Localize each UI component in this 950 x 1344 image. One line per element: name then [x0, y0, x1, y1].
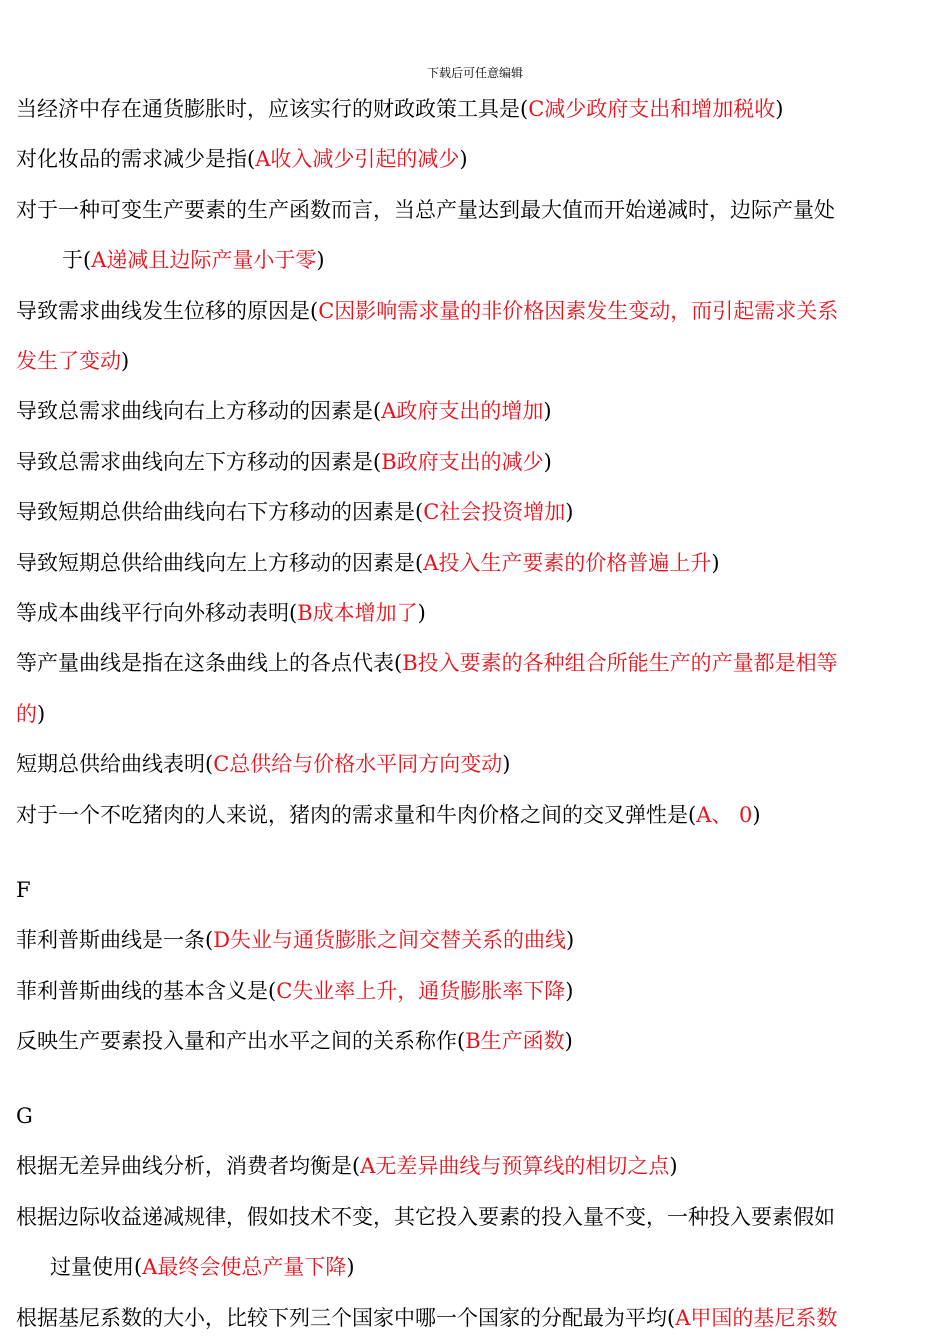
close-paren: ) [564, 1028, 573, 1053]
question-text: 导致总需求曲线向右上方移动的因素是( [16, 399, 382, 424]
close-paren: ) [37, 701, 46, 726]
question-1 [16, 84, 938, 134]
question-g-1 [16, 1141, 938, 1191]
question-f-2 [16, 966, 938, 1016]
question-text: 等成本曲线平行向外移动表明( [16, 601, 298, 626]
question-text-line-2 [16, 1242, 938, 1292]
close-paren: ) [417, 601, 426, 626]
question-text: 根据基尼系数的大小，比较下列三个国家中哪一个国家的分配最为平均( [16, 1305, 676, 1330]
question-text: 导致总需求曲线向左下方移动的因素是( [16, 449, 382, 474]
answer-text: C失业率上升，通货膨胀率下降 [276, 978, 566, 1003]
close-paren: ) [752, 802, 761, 827]
question-5 [16, 386, 938, 436]
page-header: 下载后可任意编辑 [426, 66, 523, 80]
close-paren: ) [459, 147, 468, 172]
question-text: 当经济中存在通货膨胀时，应该实行的财政政策工具是( [16, 97, 529, 121]
question-text: 于( [62, 248, 92, 273]
close-paren: ) [565, 978, 574, 1003]
answer-text: D失业与通货膨胀之间交替关系的曲线 [213, 928, 567, 953]
question-text-line-1: 根据边际收益递减规律，假如技术不变，其它投入要素的投入量不变，一种投入要素假如 [16, 1204, 835, 1229]
question-f-1 [16, 915, 938, 965]
question-text: 反映生产要素投入量和产出水平之间的关系称作( [16, 1028, 466, 1053]
section-letter-f: F [16, 878, 31, 903]
question-4 [16, 286, 938, 387]
answer-text: C总供给与价格水平同方向变动 [213, 752, 503, 777]
question-text: 过量使用( [50, 1255, 143, 1280]
question-9 [16, 588, 938, 638]
close-paren: ) [346, 1255, 355, 1280]
question-text: 等产量曲线是指在这条曲线上的各点代表( [16, 651, 403, 676]
question-2 [16, 134, 938, 184]
answer-text: B生产函数 [465, 1028, 565, 1053]
close-paren: ) [669, 1154, 678, 1179]
question-text: 导致短期总供给曲线向左上方移动的因素是( [16, 550, 424, 575]
answer-text: A甲国的基尼系数 [675, 1305, 838, 1330]
question-text-line-2 [16, 235, 938, 285]
question-text: 导致需求曲线发生位移的原因是( [16, 298, 319, 323]
question-text: 菲利普斯曲线的基本含义是( [16, 978, 277, 1003]
question-text-line-1: 对于一种可变生产要素的生产函数而言，当总产量达到最大值而开始递减时，边际产量处 [16, 197, 835, 222]
close-paren: ) [543, 449, 552, 474]
question-6 [16, 437, 938, 487]
close-paren: ) [543, 399, 552, 424]
answer-text: C减少政府支出和增加税收 [528, 97, 776, 121]
answer-text-line-1: C因影响需求量的非价格因素发生变动，而引起需求关系 [318, 298, 839, 323]
close-paren: ) [566, 928, 575, 953]
question-text: 短期总供给曲线表明( [16, 752, 214, 777]
answer-text: A无差异曲线与预算线的相切之点 [360, 1154, 670, 1179]
answer-text: A、 0 [696, 802, 753, 827]
answer-text: B成本增加了 [297, 601, 418, 626]
question-10 [16, 638, 938, 739]
answer-text: C社会投资增加 [423, 500, 566, 525]
section-letter-g: G [16, 1104, 33, 1129]
close-paren: ) [502, 752, 511, 777]
answer-text: A最终会使总产量下降 [142, 1255, 347, 1280]
question-12 [16, 790, 938, 840]
answer-text-line-1: B投入要素的各种组合所能生产的产量都是相等 [402, 651, 838, 676]
close-paren: ) [775, 97, 784, 121]
question-text: 导致短期总供给曲线向右下方移动的因素是( [16, 500, 424, 525]
question-f-3 [16, 1016, 938, 1066]
question-text: 对化妆品的需求减少是指( [16, 147, 256, 172]
question-3 [16, 185, 938, 286]
question-text: 对于一个不吃猪肉的人来说，猪肉的需求量和牛肉价格之间的交叉弹性是( [16, 802, 697, 827]
question-8 [16, 538, 938, 588]
question-g-2 [16, 1192, 938, 1293]
question-7 [16, 487, 938, 537]
answer-text: A收入减少引起的减少 [255, 147, 460, 172]
answer-text: B政府支出的减少 [381, 449, 544, 474]
answer-text-line-2: 的 [16, 701, 37, 726]
close-paren: ) [121, 349, 130, 374]
close-paren: ) [316, 248, 325, 273]
document-body [16, 84, 938, 1343]
answer-text: A政府支出的增加 [381, 399, 544, 424]
section-spacer [16, 840, 938, 865]
question-text: 根据无差异曲线分析，消费者均衡是( [16, 1154, 361, 1179]
question-text: 菲利普斯曲线是一条( [16, 928, 214, 953]
answer-text: A投入生产要素的价格普遍上升 [423, 550, 712, 575]
question-11 [16, 739, 938, 789]
answer-text: A递减且边际产量小于零 [91, 248, 317, 273]
close-paren: ) [565, 500, 574, 525]
answer-text-line-2: 发生了变动 [16, 349, 121, 374]
close-paren: ) [711, 550, 720, 575]
section-spacer [16, 1066, 938, 1091]
question-g-3 [16, 1293, 938, 1343]
